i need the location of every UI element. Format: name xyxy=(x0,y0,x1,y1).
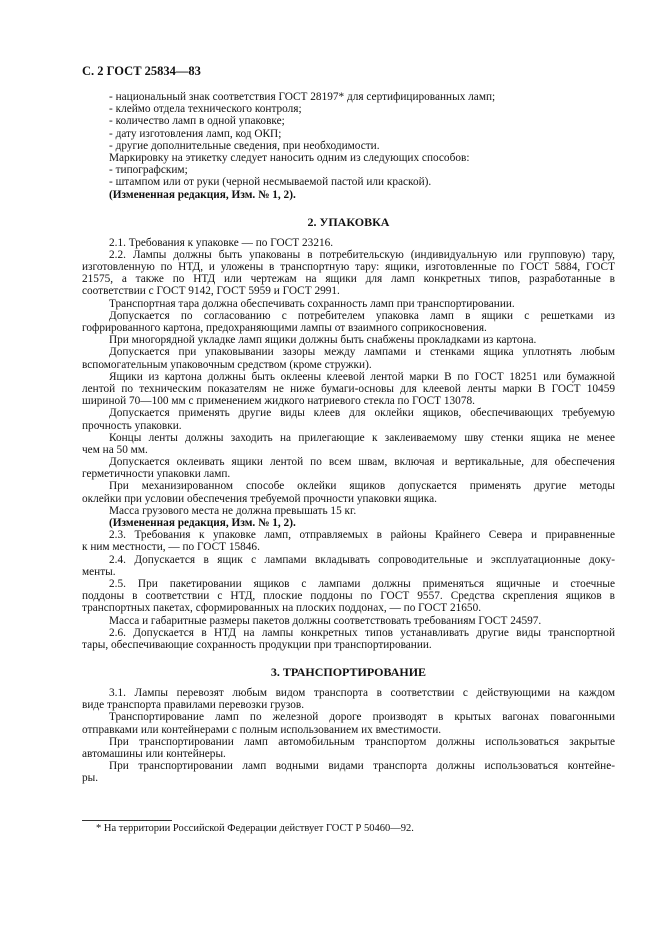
document-body xyxy=(82,91,615,785)
amendment-note: (Измененная редакция, Изм. № 1, 2). xyxy=(109,517,296,529)
paragraph-line: изготовленную по НТД, и уложены в транспортную тару: ящики, изготовленные по ГОСТ 5884, ГОСТ xyxy=(82,261,615,274)
list-item: - типографским; xyxy=(109,164,188,177)
paragraph-line: транспортных пакетах, сформированных на плоских поддонах, — по ГОСТ 21650. xyxy=(82,602,482,615)
paragraph-line: 2.4. Допускается в ящик с лампами вкладывать сопроводительные и эксплуатационные доку- xyxy=(109,553,615,566)
section-transportation xyxy=(82,687,615,785)
paragraph-line: 2.3. Требования к упаковке ламп, отправляемых в районы Крайнего Севера и приравненные xyxy=(109,529,615,542)
paragraph-line: Ящики из картона должны быть оклеены клеевой лентой марки В по ГОСТ 18251 или бумажной xyxy=(109,370,615,383)
paragraph-line: Допускается применять другие виды клеев для оклейки ящиков, обеспечивающих требуемую xyxy=(109,407,615,420)
paragraph-line: ры. xyxy=(82,772,99,785)
list-item: - клеймо отдела технического контроля; xyxy=(109,103,302,116)
paragraph-line: 2.2. Лампы должны быть упакованы в потребительскую (индивидуальную или групповую) тару, xyxy=(109,248,615,261)
paragraph-line: 2.6. Допускается в НТД на лампы конкретных типов устанавливать другие виды транспортной xyxy=(109,626,615,639)
paragraph-line: оклейки при условии обеспечения требуемой прочности упаковки ящика. xyxy=(82,492,437,505)
paragraph-line: прочность упаковки. xyxy=(82,419,182,432)
paragraph-line: вспомогательным упаковочным средством (кроме стружки). xyxy=(82,358,372,371)
marking-list xyxy=(82,91,615,201)
paragraph-line: Допускается по согласованию с потребителем упаковка ламп в ящики с решетками из xyxy=(109,309,615,322)
paragraph-line: Маркировку на этикетку следует наносить одним из следующих способов: xyxy=(109,151,470,164)
paragraph-line: герметичности упаковки ламп. xyxy=(82,468,231,481)
paragraph-line: соответствии с ГОСТ 9142, ГОСТ 5959 и ГОСТ 2991. xyxy=(82,285,340,298)
list-item: - дату изготовления ламп, код ОКП; xyxy=(109,127,282,140)
paragraph-line: лентой по техническим показателям не ниже бумаги-основы для клеевой ленты марки В ГОСТ 10459 xyxy=(82,382,615,395)
paragraph-line: отправками или контейнерами с полным использованием их вместимости. xyxy=(82,723,442,736)
paragraph-line: Масса и габаритные размеры пакетов должны соответствовать требованиям ГОСТ 24597. xyxy=(109,614,542,627)
paragraph-line: 2.1. Требования к упаковке — по ГОСТ 23216. xyxy=(109,236,334,249)
paragraph-line: 21575, а также по НТД или чертежам на ящики для ламп конкретных типов, разработанные в xyxy=(82,273,615,286)
paragraph-line: Допускается оклеивать ящики лентой по всем швам, включая и вертикальные, для обеспечения xyxy=(109,456,615,469)
paragraph-line: 3.1. Лампы перевозят любым видом транспорта в соответствии с действующими на каждом xyxy=(109,687,615,700)
paragraph-line: При многорядной укладке ламп ящики должны быть снабжены прокладками из картона. xyxy=(109,334,537,347)
paragraph-line: Масса грузового места не должна превышать 15 кг. xyxy=(109,504,357,517)
paragraph-line: автомашины или контейнеры. xyxy=(82,748,226,760)
paragraph-line: шириной 70—100 мм с применением жидкого натриевого стекла по ГОСТ 13078. xyxy=(82,395,475,408)
footnote: * На территории Российской Федерации действует ГОСТ Р 50460—92. xyxy=(96,823,414,834)
paragraph-line: Транспортная тара должна обеспечивать сохранность ламп при транспортировании. xyxy=(109,297,515,310)
paragraph-line: При транспортировании ламп автомобильным транспортом должны использоваться закрытые xyxy=(109,735,615,748)
page-header: С. 2 ГОСТ 25834—83 xyxy=(82,64,201,78)
paragraph-line: тары, обеспечивающие сохранность продукции при транспортировании. xyxy=(82,638,432,651)
list-item: - штампом или от руки (черной несмываемой пастой или краской). xyxy=(109,176,432,189)
section-packaging xyxy=(82,237,615,651)
section-heading-packaging: 2. УПАКОВКА xyxy=(307,214,390,229)
list-item: - другие дополнительные сведения, при необходимости. xyxy=(109,139,380,152)
paragraph-line: При механизированном способе оклейки ящиков допускается применять другие методы xyxy=(109,480,615,493)
paragraph-line: менты. xyxy=(82,565,116,578)
paragraph-line: Транспортирование ламп по железной дороге производят в крытых вагонах повагонными xyxy=(109,711,615,724)
paragraph-line: поддоны в соответствии с НТД, плоские поддоны по ГОСТ 9557. Средства скрепления ящиков в xyxy=(82,590,615,603)
paragraph-line: к ним местности, — по ГОСТ 15846. xyxy=(82,541,260,554)
amendment-note: (Измененная редакция, Изм. № 1, 2). xyxy=(109,188,296,201)
list-item: - количество ламп в одной упаковке; xyxy=(109,115,285,128)
paragraph-line: гофрированного картона, предохраняющими лампы от взаимного соприкосновения. xyxy=(82,322,487,334)
footnote-divider xyxy=(82,820,172,821)
paragraph-line: При транспортировании ламп водными видами транспорта должны использоваться контейне- xyxy=(109,760,615,773)
paragraph-line: чем на 50 мм. xyxy=(82,443,148,456)
paragraph-line: Концы ленты должны заходить на прилегающие к заклеиваемому шву стенки ящика не менее xyxy=(109,431,615,444)
paragraph-line: Допускается при упаковывании зазоры между лампами и стенками ящика уплотнять любым xyxy=(109,346,615,359)
paragraph-line: 2.5. При пакетировании ящиков с лампами должны применяться ящичные и стоечные xyxy=(109,577,615,590)
section-heading-transportation: 3. ТРАНСПОРТИРОВАНИЕ xyxy=(270,665,427,680)
list-item: - национальный знак соответствия ГОСТ 28197* для сертифицированных ламп; xyxy=(109,91,496,103)
paragraph-line: виде транспорта правилами перевозки грузов. xyxy=(82,699,305,712)
